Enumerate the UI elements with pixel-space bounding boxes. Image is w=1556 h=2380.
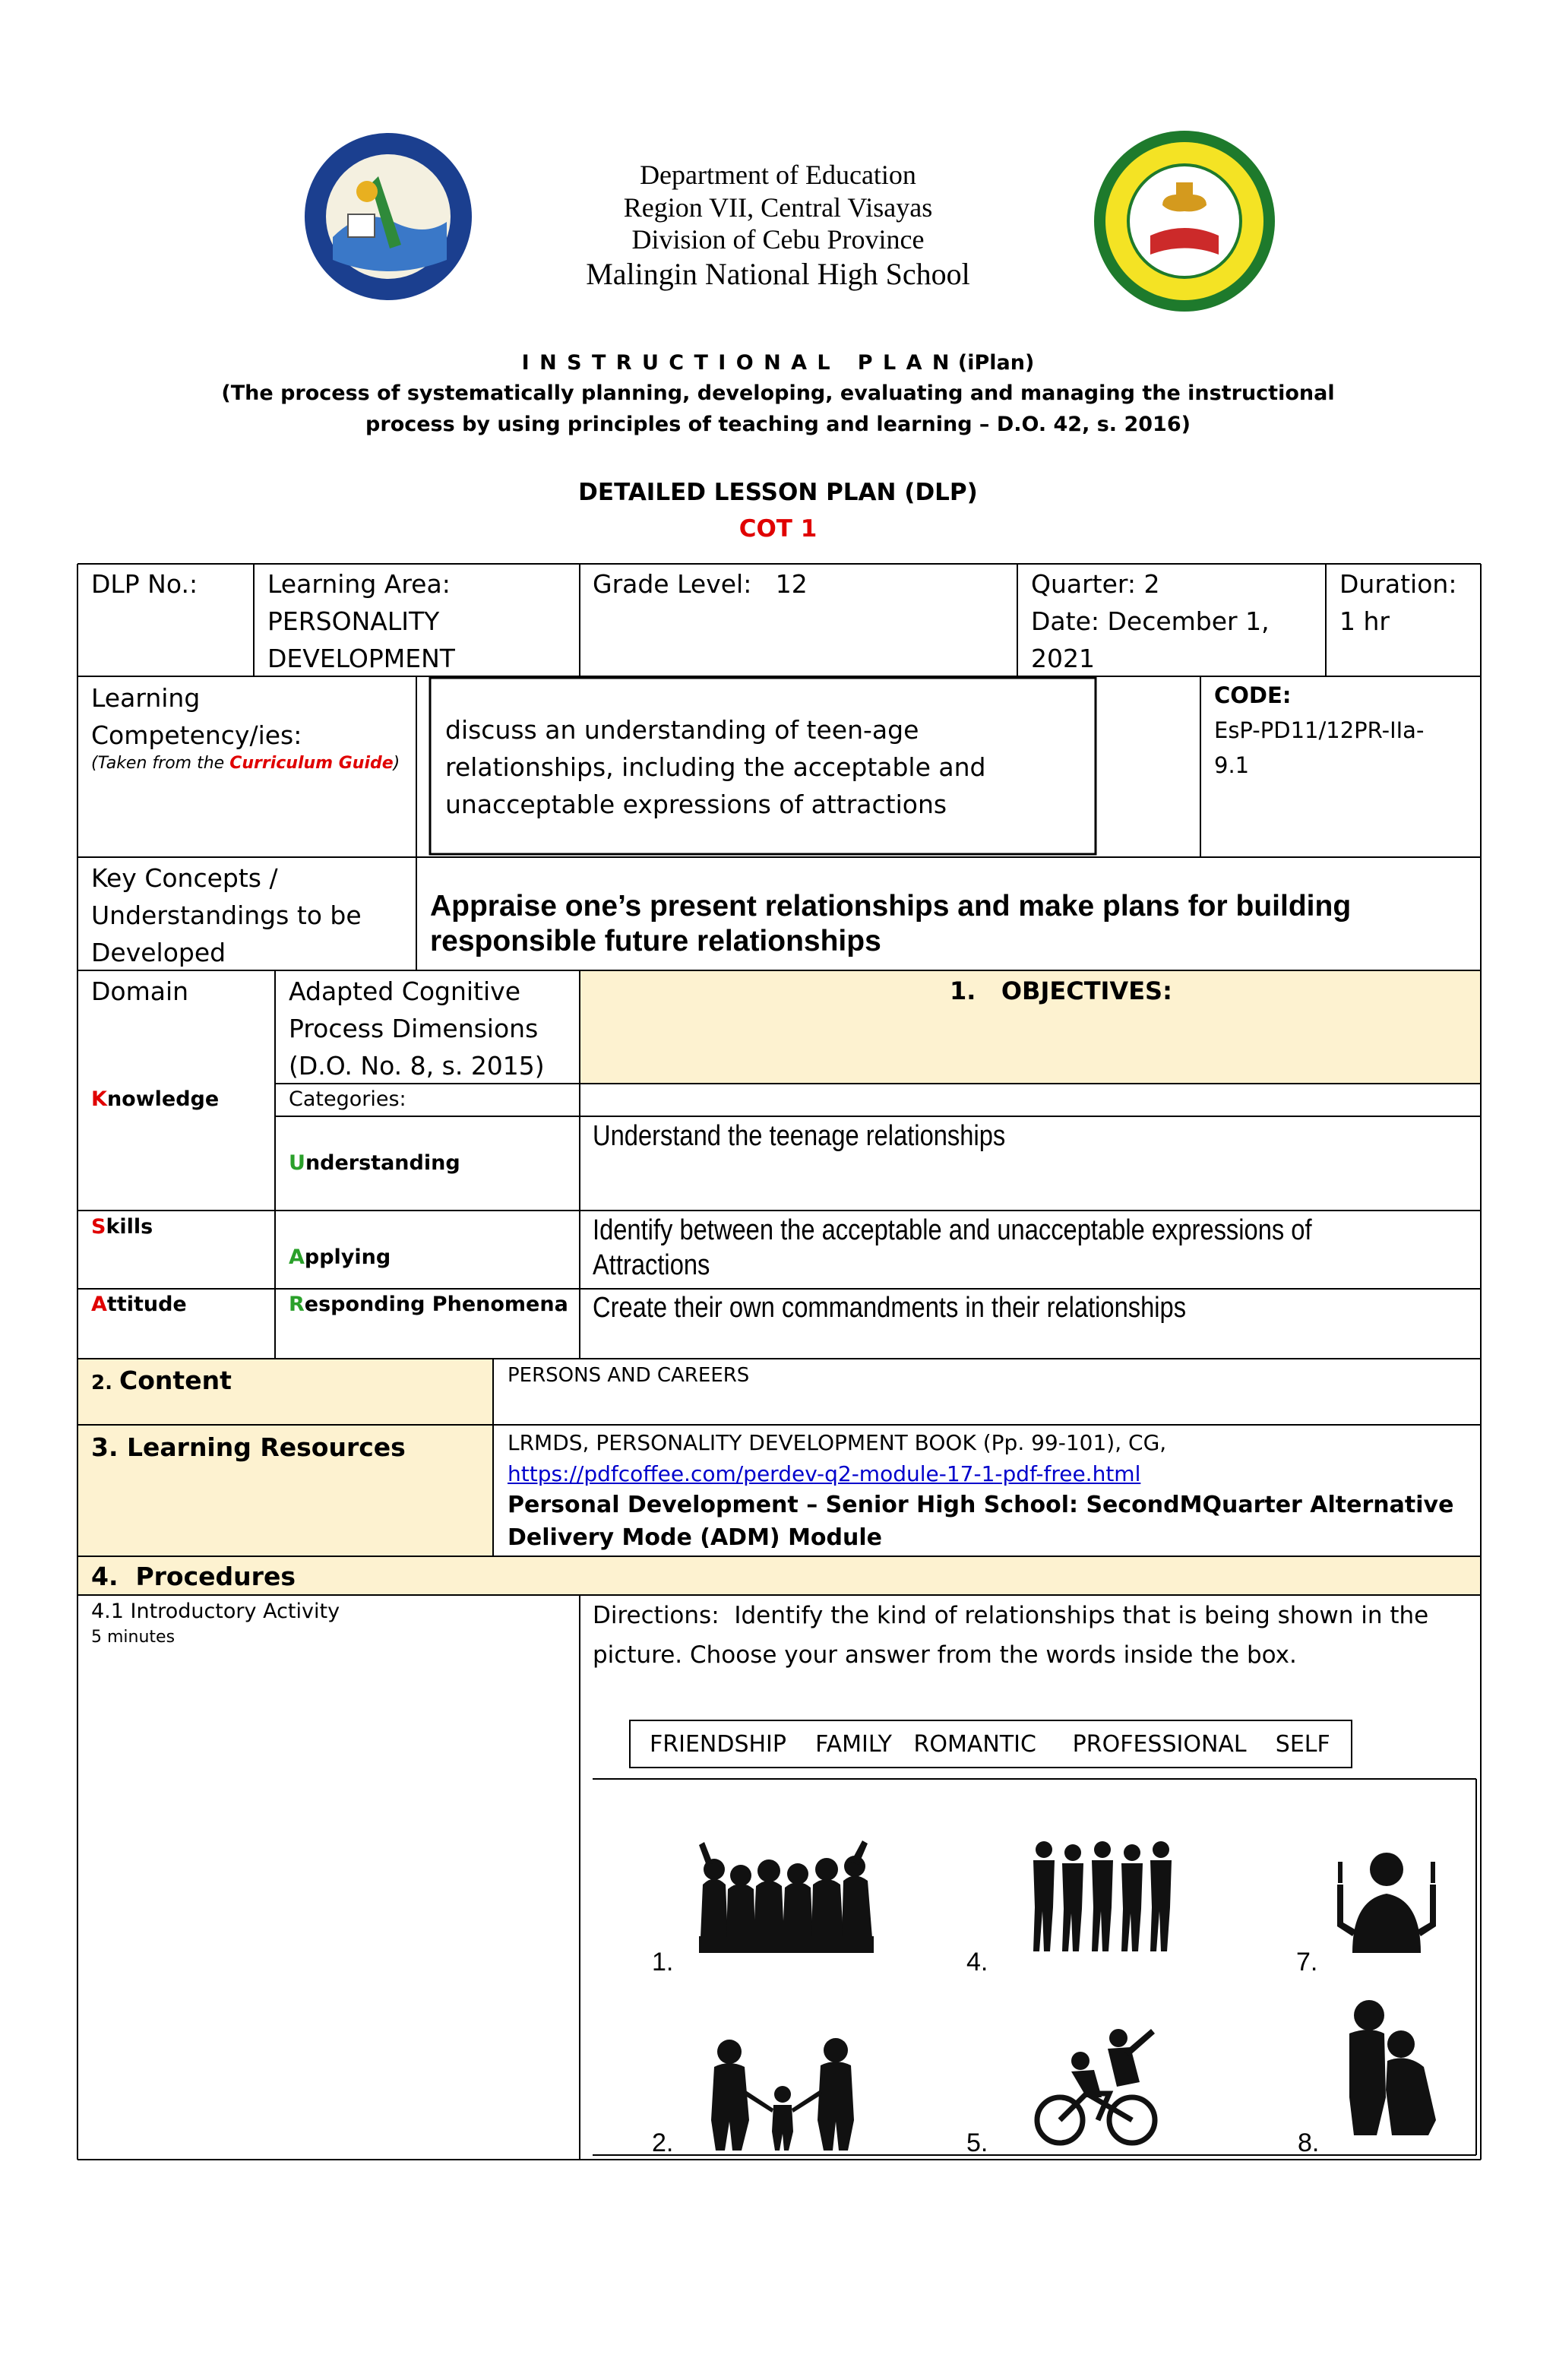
quarter: Quarter: 2 xyxy=(1031,569,1160,599)
key-concepts-text-1: Appraise one’s present relationships and make plans for building xyxy=(430,890,1352,923)
learning-area-value-2: DEVELOPMENT xyxy=(267,644,455,673)
duration-value: 1 hr xyxy=(1339,606,1390,636)
date-line-2: 2021 xyxy=(1031,644,1095,673)
professionals-silhouette-image xyxy=(1030,1839,1175,1953)
applying-label: Applying xyxy=(289,1245,391,1269)
objective-1: Understand the teenage relationships xyxy=(593,1120,1006,1152)
objective-2-line-1: Identify between the acceptable and unacceptable expressions of xyxy=(593,1214,1312,1246)
adapted-label-2: Process Dimensions xyxy=(289,1014,539,1043)
dlp-title: DETAILED LESSON PLAN (DLP) xyxy=(578,479,978,506)
competency-text-1: discuss an understanding of teen-age xyxy=(445,715,919,745)
adapted-label-3: (D.O. No. 8, s. 2015) xyxy=(289,1051,545,1081)
resources-link[interactable]: https://pdfcoffee.com/perdev-q2-module-17-1-pdf-free.html xyxy=(508,1461,1141,1486)
iplan-description-1: (The process of systematically planning, developing, evaluating and managing the instructional xyxy=(221,381,1335,405)
grade-level: Grade Level: 12 xyxy=(593,569,808,599)
attitude-label: Attitude xyxy=(91,1293,187,1316)
competency-text-3: unacceptable expressions of attractions xyxy=(445,790,947,819)
code-value-1: EsP-PD11/12PR-IIa- xyxy=(1214,717,1425,743)
item-number-1: 1. xyxy=(652,1948,674,1976)
item-number-8: 8. xyxy=(1298,2128,1320,2157)
curriculum-note: (Taken from the Curriculum Guide) xyxy=(91,754,400,773)
code-label: CODE: xyxy=(1214,682,1292,708)
item-number-2: 2. xyxy=(652,2128,674,2157)
item-number-5: 5. xyxy=(966,2128,988,2157)
content-value: PERSONS AND CAREERS xyxy=(508,1364,750,1387)
intro-activity-label: 4.1 Introductory Activity xyxy=(91,1600,340,1623)
dlp-no-label: DLP No.: xyxy=(91,569,198,599)
family-silhouette-image xyxy=(699,2037,866,2151)
resources-line-4: Delivery Mode (ADM) Module xyxy=(508,1524,883,1551)
key-concepts-label-2: Understandings to be xyxy=(91,900,362,930)
iplan-title: I N S T R U C T I O N A L P L A N (iPlan) xyxy=(521,351,1035,375)
key-concepts-label-1: Key Concepts / xyxy=(91,863,278,893)
cyclists-silhouette-image xyxy=(1033,2021,1162,2151)
item-number-7: 7. xyxy=(1296,1948,1318,1976)
adapted-label-1: Adapted Cognitive xyxy=(289,976,520,1006)
knowledge-label: Knowledge xyxy=(91,1087,220,1111)
key-concepts-text-2: responsible future relationships xyxy=(430,925,881,957)
region-heading: Region VII, Central Visayas xyxy=(623,192,933,223)
code-value-2: 9.1 xyxy=(1214,752,1250,778)
self-silhouette-image xyxy=(1330,1839,1444,1953)
competency-text-2: relationships, including the acceptable and xyxy=(445,752,986,782)
date-line-1: Date: December 1, xyxy=(1031,606,1270,636)
objectives-heading: 1. OBJECTIVES: xyxy=(950,976,1172,1005)
categories-label: Categories: xyxy=(289,1087,406,1111)
division-heading: Division of Cebu Province xyxy=(631,224,925,255)
resources-label: 3. Learning Resources xyxy=(91,1432,406,1462)
learning-area-label: Learning Area: xyxy=(267,569,451,599)
understanding-label: Understanding xyxy=(289,1151,460,1175)
domain-label: Domain xyxy=(91,976,189,1006)
objective-3: Create their own commandments in their relationships xyxy=(593,1292,1187,1324)
learning-area-value-1: PERSONALITY xyxy=(267,606,440,636)
school-heading: Malingin National High School xyxy=(586,257,970,291)
resources-line-3: Personal Development – Senior High School: SecondMQuarter Alternative xyxy=(508,1492,1454,1518)
procedures-label: 4. Procedures xyxy=(91,1562,296,1591)
skills-label: Skills xyxy=(91,1215,153,1239)
responding-label: Responding Phenomena xyxy=(289,1293,568,1316)
cot-label: COT 1 xyxy=(738,515,818,543)
item-number-4: 4. xyxy=(966,1948,988,1976)
competency-label-1: Learning xyxy=(91,683,201,713)
objective-2-line-2: Attractions xyxy=(593,1249,710,1281)
directions-line-1: Directions: Identify the kind of relationships that is being shown in the xyxy=(593,1602,1429,1629)
iplan-description-2: process by using principles of teaching and learning – D.O. 42, s. 2016) xyxy=(365,413,1191,436)
content-label: 2. Content xyxy=(91,1366,232,1395)
couple-silhouette-image xyxy=(1339,1999,1437,2135)
resources-line-1: LRMDS, PERSONALITY DEVELOPMENT BOOK (Pp. 99-101), CG, xyxy=(508,1430,1167,1455)
department-heading: Department of Education xyxy=(640,160,916,190)
choices-box: FRIENDSHIP FAMILY ROMANTIC PROFESSIONAL SELF xyxy=(650,1731,1330,1758)
competency-label-2: Competency/ies: xyxy=(91,720,302,750)
duration-label: Duration: xyxy=(1339,569,1457,599)
friends-silhouette-image xyxy=(699,1839,874,1953)
directions-line-2: picture. Choose your answer from the words inside the box. xyxy=(593,1641,1297,1669)
intro-minutes: 5 minutes xyxy=(91,1628,176,1647)
key-concepts-label-3: Developed xyxy=(91,938,226,967)
